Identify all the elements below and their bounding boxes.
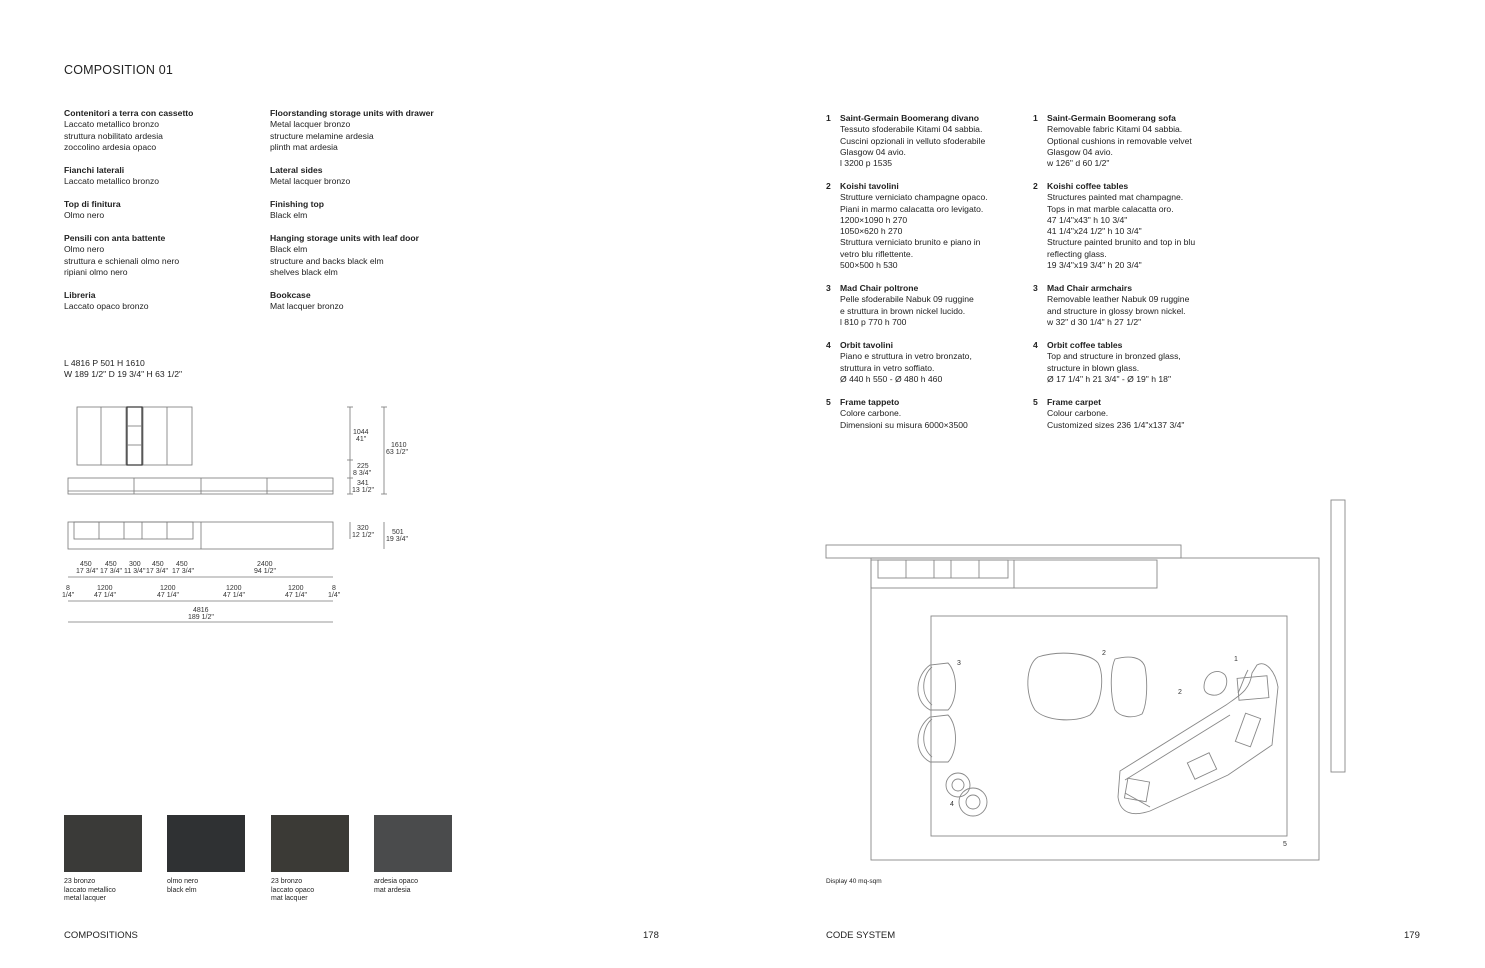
spec-block: Finishing top Black elm (270, 199, 324, 221)
list-item: 2 Koishi tavolini Strutture verniciato champagne opaco. Piani in marmo calacatta oro levigato. 1200×1090 h 270 1050×620 h 270 Struttura verniciato brunito e piano in vetro blu riflettente. 500×500 h 530 (826, 181, 988, 271)
wall-side (1331, 500, 1345, 772)
elevation-drawing (60, 400, 420, 630)
dim-label: 1200 (288, 585, 304, 592)
dim-label: 11 3/4" (124, 568, 146, 575)
orbit-table-2 (959, 788, 987, 816)
base-units (68, 478, 333, 494)
spec-block: Hanging storage units with leaf door Black elm structure and backs black elm shelves black elm (270, 233, 419, 277)
dim-label: 17 3/4" (100, 568, 122, 575)
plan-label: 3 (957, 660, 961, 667)
dim-label: 1/4" (328, 592, 341, 599)
dim-label: 94 1/2" (254, 568, 276, 575)
wall-top (826, 545, 1181, 558)
list-item: 1 Saint-Germain Boomerang divano Tessuto sfoderabile Kitami 04 sabbia. Cuscini opzionali in velluto sfoderabile Glasgow 04 avio. l 3200 p 1535 (826, 113, 986, 169)
footer-label: COMPOSITIONS (64, 930, 138, 941)
plan-label: 2 (1102, 650, 1106, 657)
spec-block: Libreria Laccato opaco bronzo (64, 290, 149, 312)
spec-block: Fianchi laterali Laccato metallico bronzo (64, 165, 160, 187)
overall-dimensions: L 4816 P 501 H 1610 W 189 1/2" D 19 3/4" H 63 1/2" (64, 358, 183, 380)
spec-block: Pensili con anta battente Olmo nero struttura e schienali olmo nero ripiani olmo nero (64, 233, 180, 277)
page-number: 179 (1404, 930, 1420, 941)
spec-block: Contenitori a terra con cassetto Laccato metallico bronzo struttura nobilitato ardesia zoccolino ardesia opaco (64, 108, 194, 152)
list-item: 4 Orbit coffee tables Top and structure in bronzed glass, structure in blown glass. Ø 17 1/4" h 21 3/4" - Ø 19" h 18" (1033, 340, 1181, 384)
coffee-table-2 (1111, 657, 1146, 717)
dim-label: 225 (357, 463, 369, 470)
swatch-sample (167, 815, 245, 872)
carpet (931, 616, 1287, 836)
dim-label: 19 3/4" (386, 536, 408, 543)
plan-label: 5 (1283, 841, 1287, 848)
dim-label: 501 (392, 529, 404, 536)
display-caption: Display 40 mq-sqm (826, 878, 882, 885)
dim-label: 47 1/4" (94, 592, 116, 599)
dim-label: 320 (357, 525, 369, 532)
side-table (1204, 671, 1227, 695)
dim-label: 17 3/4" (76, 568, 98, 575)
items-italian (826, 113, 1026, 431)
dim-label: 4816 (193, 607, 209, 614)
dim-label: 450 (152, 561, 164, 568)
page-title: COMPOSITION 01 (64, 63, 174, 77)
orbit-table-1 (946, 773, 970, 797)
spec-block: Bookcase Mat lacquer bronzo (270, 290, 344, 312)
dim-label: 41" (356, 436, 367, 443)
list-item: 3 Mad Chair poltrone Pelle sfoderabile Nabuk 09 ruggine e struttura in brown nickel lucido. l 810 p 770 h 700 (826, 283, 974, 327)
list-item: 5 Frame tappeto Colore carbone. Dimensioni su misura 6000×3500 (826, 397, 968, 430)
dim-label: 17 3/4" (172, 568, 194, 575)
dim-label: 12 1/2" (352, 532, 374, 539)
dim-label: 341 (357, 480, 369, 487)
dim-label: 1200 (226, 585, 242, 592)
dim-label: 450 (105, 561, 117, 568)
dim-label: 47 1/4" (285, 592, 307, 599)
boomerang-sofa (1118, 664, 1278, 814)
floor-plan (820, 495, 1360, 865)
dim-label: 300 (129, 561, 141, 568)
spec-block: Floorstanding storage units with drawer Metal lacquer bronzo structure melamine ardesia plinth mat ardesia (270, 108, 434, 152)
dim-label: 13 1/2" (352, 487, 374, 494)
dim-label: 450 (80, 561, 92, 568)
dim-label: 8 (66, 585, 70, 592)
list-item: 3 Mad Chair armchairs Removable leather Nabuk 09 ruggine and structure in glossy brown nickel. w 32" d 30 1/4" h 27 1/2" (1033, 283, 1190, 327)
items-english (1033, 113, 1243, 431)
list-item: 5 Frame carpet Colour carbone. Customized sizes 236 1/4"x137 3/4" (1033, 397, 1185, 430)
spec-block: Lateral sides Metal lacquer bronzo (270, 165, 351, 187)
dim-label: 8 3/4" (353, 470, 372, 477)
dim-label: 1/4" (62, 592, 75, 599)
swatch-3: 23 bronzo laccato opaco mat lacquer (271, 815, 351, 904)
swatch-sample (374, 815, 452, 872)
page-number: 178 (643, 930, 659, 941)
plan-view (68, 522, 333, 549)
dim-label: 1610 (391, 442, 407, 449)
swatch-sample (271, 815, 349, 872)
spec-block: Top di finitura Olmo nero (64, 199, 121, 221)
list-item: 2 Koishi coffee tables Structures painted mat champagne. Tops in mat marble calacatta oro. 47 1/4"x43" h 10 3/4" 41 1/4"x24 1/2" h 10 3/4" Structure painted brunito and top in blu reflecting glass. 19 3/4"x19 3/4" h 20 3/4" (1033, 181, 1196, 271)
dim-label: 8 (332, 585, 336, 592)
plan-label: 4 (950, 801, 954, 808)
dim-label: 63 1/2" (386, 449, 408, 456)
swatch-4: ardesia opaco mat ardesia (374, 815, 454, 895)
dim-label: 1044 (353, 429, 369, 436)
dim-label: 1200 (97, 585, 113, 592)
hanging-units (77, 407, 192, 465)
swatch-sample (64, 815, 142, 872)
list-item: 1 Saint-Germain Boomerang sofa Removable fabric Kitami 04 sabbia. Optional cushions in removable velvet Glasgow 04 avio. w 126" d 60 1/2" (1033, 113, 1192, 169)
dim-label: 17 3/4" (146, 568, 168, 575)
swatch-2: olmo nero black elm (167, 815, 247, 895)
footer-label: CODE SYSTEM (826, 930, 896, 941)
specs-english (270, 108, 490, 313)
dim-label: 47 1/4" (157, 592, 179, 599)
plan-label: 1 (1234, 656, 1238, 663)
dim-label: 1200 (160, 585, 176, 592)
list-item: 4 Orbit tavolini Piano e struttura in vetro bronzato, struttura in vetro soffiato. Ø 440 h 550 - Ø 480 h 460 (826, 340, 972, 384)
dim-label: 2400 (257, 561, 273, 568)
dim-label: 47 1/4" (223, 592, 245, 599)
dim-label: 450 (176, 561, 188, 568)
coffee-table-1 (1028, 653, 1102, 720)
specs-italian (64, 108, 264, 313)
swatch-1: 23 bronzo laccato metallico metal lacquer (64, 815, 144, 904)
dim-label: 189 1/2" (188, 614, 214, 621)
plan-label: 2 (1178, 689, 1182, 696)
